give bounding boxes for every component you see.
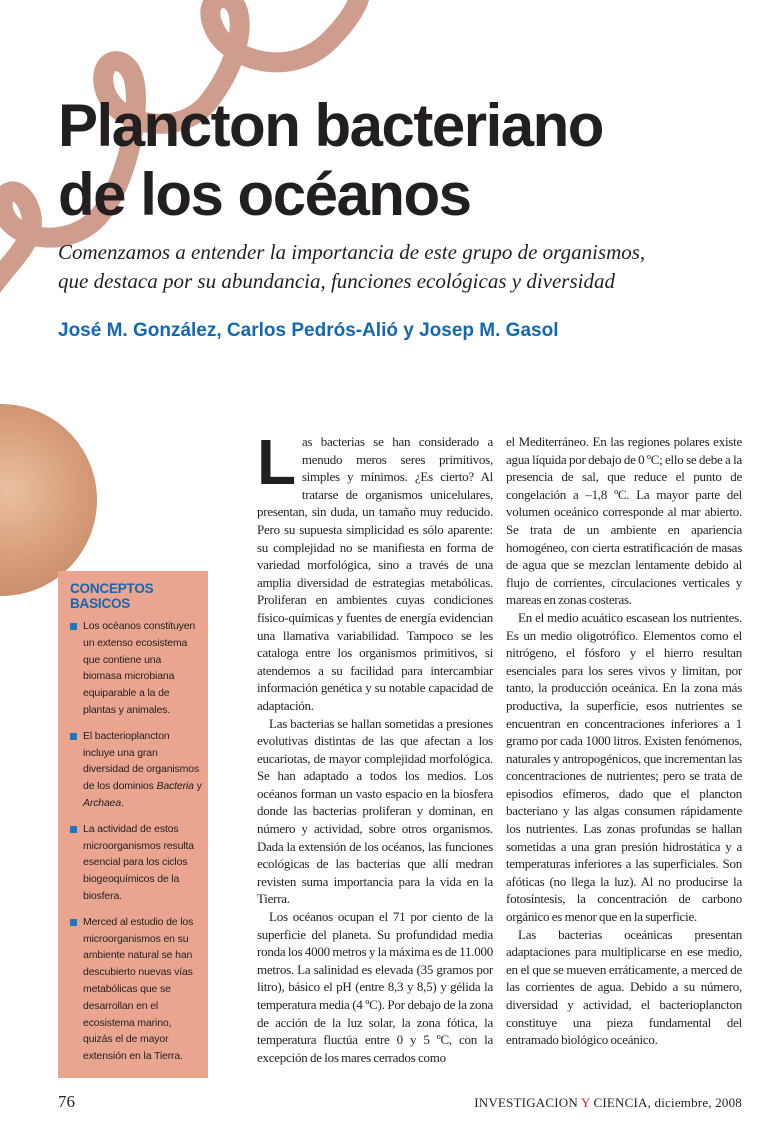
body-paragraph bbox=[257, 426, 493, 715]
body-paragraph: Los océanos ocupan el 71 por ciento de la superficie del planeta. Su profundidad media ronda los 4000 metros y la máxima es de 11.000 metros. La salinidad es elevada (35 gramos por litro), básico el pH (entre 8,3 y 8,5) y gélida la temperatura media (4 ºC). Por debajo de la zona de acción de la luz solar, la zona fótica, la temperatura fluctúa entre 0 y 5 ºC, con la excepción de los mares cerrados como bbox=[257, 909, 493, 1065]
key-concept-text: Los océanos constituyen un extenso ecosistema que contiene una biomasa microbiana equiparable a la de plantas y animales. bbox=[83, 620, 196, 716]
issue-date: , diciembre, 2008 bbox=[647, 1094, 742, 1110]
article-authors: José M. González, Carlos Pedrós-Alió y Josep M. Gasol bbox=[58, 320, 559, 341]
article-title-line2: de los océanos bbox=[58, 161, 471, 228]
key-concept-text: Merced al estudio de los microorganismos en su ambiente natural se han descubierto nuevas vías metabólicas que se desarrollan en el ecosistema marino, quizás el de mayor extensión en la Tierra. bbox=[83, 915, 194, 1063]
key-concept-text: . bbox=[121, 796, 124, 809]
square-bullet-icon bbox=[70, 623, 77, 630]
taxon-bacteria: Bacteria bbox=[156, 780, 194, 793]
subtitle-line2: que destaca por su abundancia, funciones ecológicas y diversidad bbox=[58, 269, 615, 293]
body-paragraph: Las bacterias oceánicas presentan adaptaciones para multiplicarse en ese medio, en el que se mueven erráticamente, a merced de las corrientes de agua. Debido a su número, diversidad y actividad, el bacterioplancton constituye una pieza fundamental del entramado biológico oceánico. bbox=[506, 926, 742, 1048]
key-concepts-box bbox=[58, 571, 208, 1078]
running-footer bbox=[474, 1095, 742, 1111]
article-title-line1: Plancton bacteriano bbox=[58, 92, 603, 159]
body-column-2 bbox=[506, 433, 742, 1049]
body-paragraph: el Mediterráneo. En las regiones polares existe agua líquida por debajo de 0 ºC; ello se debe a la presencia de sal, que reduce el punto de congelación a –1,8 ºC. La mayor parte del volumen oceánico corresponde al mar abierto. Se trata de un ambiente en apariencia homogéneo, con cierta estratificación de masas de agua que se mezclan lentamente debido al flujo de corrientes, circulaciones verticales y mareas en zonas costeras. bbox=[506, 434, 742, 608]
key-concept-text: y bbox=[193, 780, 202, 793]
page-number: 76 bbox=[58, 1091, 75, 1111]
drop-cap: L bbox=[257, 426, 296, 498]
magazine-name-y: Y bbox=[580, 1094, 591, 1110]
key-concept-item bbox=[70, 618, 202, 719]
key-concept-text: La actividad de estos microorganismos resulta esencial para los ciclos biogeoquímicos de la biosfera. bbox=[83, 822, 194, 902]
subtitle-line1: Comenzamos a entender la importancia de este grupo de organismos, bbox=[58, 240, 646, 264]
body-paragraph: En el medio acuático escasean los nutrientes. Es un medio oligotrófico. Elementos como el nitrógeno, el fósforo y el hierro resultan esenciales para los seres vivos y limitan, por tanto, la producción oceánica. En la zona más productiva, la superficie, esos nutrientes se encuentran en concentraciones inferiores a 1 gramo por cada 1000 litros. Existen fenómenos, naturales y antropogénicos, que incrementan las concentraciones de nutrientes; pero se trata de episodios efímeros, dado que el plancton bacteriano y las algas consumen rápidamente los nutrientes. Las zonas profundas se hallan sometidas a una gran presión hidrostática y a temperaturas inferiores a las superficiales. Son afóticas (no llega la luz). Al no producirse la fotosíntesis, la concentración de carbono orgánico es menor que en la superficie. bbox=[506, 609, 742, 925]
square-bullet-icon bbox=[70, 919, 77, 926]
taxon-archaea: Archaea bbox=[83, 796, 122, 809]
square-bullet-icon bbox=[70, 733, 77, 740]
square-bullet-icon bbox=[70, 826, 77, 833]
key-concept-item bbox=[70, 821, 202, 905]
key-concepts-heading: CONCEPTOS BASICOS bbox=[70, 581, 154, 611]
article-subtitle bbox=[58, 238, 738, 296]
key-concept-text: El bacterioplancton incluye una gran diversidad de organismos de los dominios bbox=[83, 729, 200, 793]
body-column-1 bbox=[257, 426, 493, 1066]
magazine-name-part: INVESTIGACION bbox=[474, 1094, 578, 1110]
article-body-area bbox=[0, 426, 768, 1122]
key-concept-item bbox=[70, 728, 202, 812]
body-paragraph: Las bacterias se hallan sometidas a presiones evolutivas distintas de las que afectan a los eucariotas, de mayor complejidad morfológica. Se han adaptado a todos los medios. Los océanos forman un vasto espacio en la biosfera donde las bacterias proliferan y dominan, en número y actividad, sobre otros organismos. Dada la extensión de los océanos, las funciones ecológicas de las bacterias que allí medran revisten suma importancia para la vida en la Tierra. bbox=[257, 715, 493, 907]
magazine-name-part: CIENCIA bbox=[593, 1094, 648, 1110]
key-concept-item bbox=[70, 914, 202, 1065]
paragraph-text: as bacterias se han considerado a menudo meros seres primitivos, simples y mínimos. ¿Es cierto? Al tratarse de organismos unicelulares, presentan, sin duda, un tamaño muy reducido. Pero su supuesta simplicidad es sólo aparente: su complejidad no se manifiesta en forma de variedad morfológica, sino a través de una amplia diversidad de estrategias metabólicas. Proliferan en ambientes cuyas condiciones físico-químicas y fuentes de energía evidencian una llamativa variabilidad. Tampoco se les cataloga entre los organismos primitivos, si atendemos a su facilidad para intercambiar información genética y su notable capacidad de adaptación. bbox=[257, 434, 493, 713]
